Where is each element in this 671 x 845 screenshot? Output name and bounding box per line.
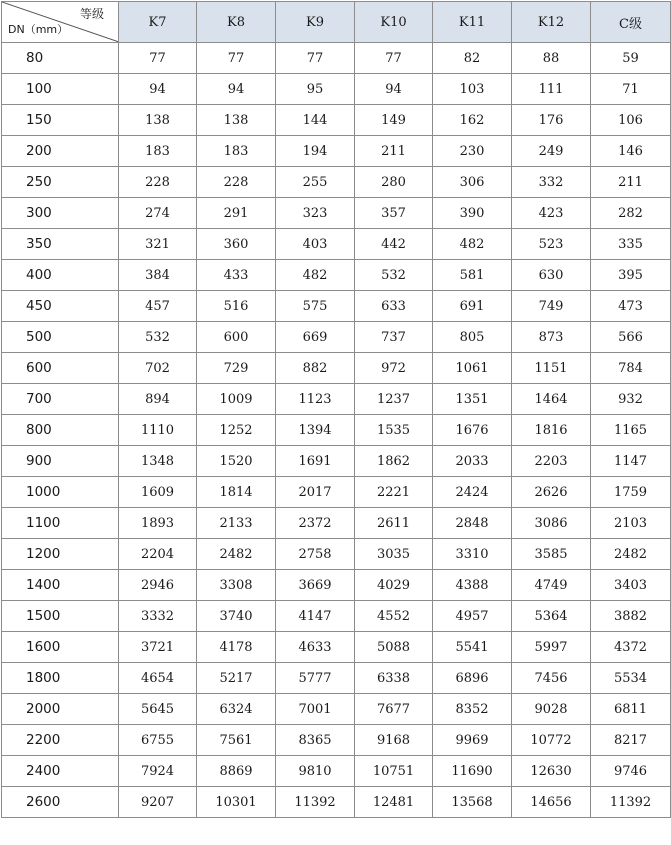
value-cell: 183 — [197, 136, 276, 167]
value-cell: 932 — [591, 384, 671, 415]
table-row — [2, 74, 671, 105]
table-row — [2, 167, 671, 198]
dn-cell: 450 — [2, 291, 119, 322]
value-cell: 321 — [119, 229, 197, 260]
value-cell: 1862 — [355, 446, 433, 477]
value-cell: 516 — [197, 291, 276, 322]
value-cell: 2758 — [276, 539, 355, 570]
value-cell: 10751 — [355, 756, 433, 787]
value-cell: 9810 — [276, 756, 355, 787]
value-cell: 9168 — [355, 725, 433, 756]
value-cell: 2848 — [433, 508, 512, 539]
value-cell: 6324 — [197, 694, 276, 725]
table-row — [2, 756, 671, 787]
value-cell: 6811 — [591, 694, 671, 725]
value-cell: 1151 — [512, 353, 591, 384]
value-cell: 737 — [355, 322, 433, 353]
table-row — [2, 477, 671, 508]
value-cell: 9028 — [512, 694, 591, 725]
header-row — [2, 2, 671, 43]
value-cell: 4147 — [276, 601, 355, 632]
value-cell: 194 — [276, 136, 355, 167]
dn-cell: 1400 — [2, 570, 119, 601]
value-cell: 7677 — [355, 694, 433, 725]
value-cell: 4388 — [433, 570, 512, 601]
value-cell: 3585 — [512, 539, 591, 570]
value-cell: 482 — [276, 260, 355, 291]
value-cell: 5541 — [433, 632, 512, 663]
corner-label-dn: DN（mm） — [8, 23, 69, 36]
table-row — [2, 415, 671, 446]
table-row — [2, 260, 671, 291]
value-cell: 882 — [276, 353, 355, 384]
dn-cell: 350 — [2, 229, 119, 260]
value-cell: 274 — [119, 198, 197, 229]
value-cell: 228 — [119, 167, 197, 198]
value-cell: 211 — [355, 136, 433, 167]
value-cell: 10772 — [512, 725, 591, 756]
value-cell: 94 — [119, 74, 197, 105]
value-cell: 2017 — [276, 477, 355, 508]
value-cell: 13568 — [433, 787, 512, 818]
value-cell: 4633 — [276, 632, 355, 663]
column-header-k10: K10 — [355, 2, 433, 43]
value-cell: 532 — [119, 322, 197, 353]
value-cell: 1165 — [591, 415, 671, 446]
value-cell: 566 — [591, 322, 671, 353]
value-cell: 146 — [591, 136, 671, 167]
value-cell: 8869 — [197, 756, 276, 787]
dn-cell: 1500 — [2, 601, 119, 632]
dn-cell: 2400 — [2, 756, 119, 787]
value-cell: 873 — [512, 322, 591, 353]
dn-cell: 2600 — [2, 787, 119, 818]
dn-cell: 300 — [2, 198, 119, 229]
dn-cell: 80 — [2, 43, 119, 74]
table-row — [2, 787, 671, 818]
dn-cell: 700 — [2, 384, 119, 415]
value-cell: 4654 — [119, 663, 197, 694]
value-cell: 384 — [119, 260, 197, 291]
value-cell: 6338 — [355, 663, 433, 694]
value-cell: 3403 — [591, 570, 671, 601]
value-cell: 5534 — [591, 663, 671, 694]
dn-cell: 1600 — [2, 632, 119, 663]
table-row — [2, 198, 671, 229]
value-cell: 228 — [197, 167, 276, 198]
value-cell: 1237 — [355, 384, 433, 415]
value-cell: 3882 — [591, 601, 671, 632]
table-row — [2, 322, 671, 353]
dn-cell: 400 — [2, 260, 119, 291]
value-cell: 729 — [197, 353, 276, 384]
value-cell: 7456 — [512, 663, 591, 694]
column-header-k9: K9 — [276, 2, 355, 43]
table-row — [2, 725, 671, 756]
value-cell: 6755 — [119, 725, 197, 756]
table-row — [2, 508, 671, 539]
value-cell: 4957 — [433, 601, 512, 632]
value-cell: 4029 — [355, 570, 433, 601]
value-cell: 103 — [433, 74, 512, 105]
dn-cell: 1200 — [2, 539, 119, 570]
corner-label-grade: 等级 — [79, 7, 104, 21]
value-cell: 442 — [355, 229, 433, 260]
value-cell: 8365 — [276, 725, 355, 756]
value-cell: 633 — [355, 291, 433, 322]
table-row — [2, 601, 671, 632]
value-cell: 7001 — [276, 694, 355, 725]
value-cell: 784 — [591, 353, 671, 384]
value-cell: 306 — [433, 167, 512, 198]
value-cell: 2372 — [276, 508, 355, 539]
value-cell: 4552 — [355, 601, 433, 632]
table-row — [2, 694, 671, 725]
value-cell: 575 — [276, 291, 355, 322]
value-cell: 12630 — [512, 756, 591, 787]
value-cell: 8217 — [591, 725, 671, 756]
value-cell: 473 — [591, 291, 671, 322]
value-cell: 8352 — [433, 694, 512, 725]
value-cell: 9969 — [433, 725, 512, 756]
value-cell: 3308 — [197, 570, 276, 601]
value-cell: 1676 — [433, 415, 512, 446]
value-cell: 1691 — [276, 446, 355, 477]
dn-cell: 900 — [2, 446, 119, 477]
value-cell: 691 — [433, 291, 512, 322]
dn-cell: 800 — [2, 415, 119, 446]
value-cell: 2103 — [591, 508, 671, 539]
value-cell: 1464 — [512, 384, 591, 415]
value-cell: 88 — [512, 43, 591, 74]
column-header-k7: K7 — [119, 2, 197, 43]
value-cell: 5777 — [276, 663, 355, 694]
value-cell: 403 — [276, 229, 355, 260]
value-cell: 82 — [433, 43, 512, 74]
value-cell: 1009 — [197, 384, 276, 415]
value-cell: 2221 — [355, 477, 433, 508]
value-cell: 11690 — [433, 756, 512, 787]
value-cell: 77 — [197, 43, 276, 74]
pipe-weight-table-wrapper — [1, 1, 670, 843]
value-cell: 357 — [355, 198, 433, 229]
dn-cell: 1000 — [2, 477, 119, 508]
value-cell: 2204 — [119, 539, 197, 570]
value-cell: 600 — [197, 322, 276, 353]
value-cell: 106 — [591, 105, 671, 136]
value-cell: 2482 — [197, 539, 276, 570]
value-cell: 176 — [512, 105, 591, 136]
value-cell: 390 — [433, 198, 512, 229]
value-cell: 14656 — [512, 787, 591, 818]
value-cell: 255 — [276, 167, 355, 198]
dn-cell: 150 — [2, 105, 119, 136]
value-cell: 3035 — [355, 539, 433, 570]
value-cell: 1535 — [355, 415, 433, 446]
value-cell: 95 — [276, 74, 355, 105]
value-cell: 144 — [276, 105, 355, 136]
value-cell: 2946 — [119, 570, 197, 601]
value-cell: 59 — [591, 43, 671, 74]
value-cell: 323 — [276, 198, 355, 229]
value-cell: 3721 — [119, 632, 197, 663]
corner-header-cell — [2, 2, 119, 43]
dn-cell: 2200 — [2, 725, 119, 756]
value-cell: 3086 — [512, 508, 591, 539]
value-cell: 94 — [197, 74, 276, 105]
value-cell: 10301 — [197, 787, 276, 818]
value-cell: 805 — [433, 322, 512, 353]
value-cell: 749 — [512, 291, 591, 322]
column-header-k11: K11 — [433, 2, 512, 43]
value-cell: 6896 — [433, 663, 512, 694]
value-cell: 1816 — [512, 415, 591, 446]
value-cell: 972 — [355, 353, 433, 384]
value-cell: 669 — [276, 322, 355, 353]
value-cell: 149 — [355, 105, 433, 136]
value-cell: 2611 — [355, 508, 433, 539]
value-cell: 9746 — [591, 756, 671, 787]
column-header-k8: K8 — [197, 2, 276, 43]
table-row — [2, 136, 671, 167]
value-cell: 3740 — [197, 601, 276, 632]
value-cell: 249 — [512, 136, 591, 167]
table-row — [2, 353, 671, 384]
column-header-c-grade: C级 — [591, 2, 671, 43]
value-cell: 423 — [512, 198, 591, 229]
value-cell: 5088 — [355, 632, 433, 663]
value-cell: 291 — [197, 198, 276, 229]
value-cell: 2482 — [591, 539, 671, 570]
dn-cell: 1100 — [2, 508, 119, 539]
value-cell: 1814 — [197, 477, 276, 508]
value-cell: 12481 — [355, 787, 433, 818]
value-cell: 183 — [119, 136, 197, 167]
value-cell: 2133 — [197, 508, 276, 539]
value-cell: 5217 — [197, 663, 276, 694]
value-cell: 457 — [119, 291, 197, 322]
value-cell: 581 — [433, 260, 512, 291]
value-cell: 162 — [433, 105, 512, 136]
value-cell: 3332 — [119, 601, 197, 632]
value-cell: 1348 — [119, 446, 197, 477]
value-cell: 1061 — [433, 353, 512, 384]
table-row — [2, 570, 671, 601]
pipe-weight-table — [1, 1, 671, 818]
dn-cell: 100 — [2, 74, 119, 105]
value-cell: 230 — [433, 136, 512, 167]
value-cell: 1394 — [276, 415, 355, 446]
value-cell: 894 — [119, 384, 197, 415]
value-cell: 1609 — [119, 477, 197, 508]
value-cell: 1147 — [591, 446, 671, 477]
value-cell: 3310 — [433, 539, 512, 570]
value-cell: 523 — [512, 229, 591, 260]
value-cell: 1252 — [197, 415, 276, 446]
dn-cell: 1800 — [2, 663, 119, 694]
value-cell: 1351 — [433, 384, 512, 415]
value-cell: 3669 — [276, 570, 355, 601]
value-cell: 395 — [591, 260, 671, 291]
value-cell: 94 — [355, 74, 433, 105]
value-cell: 1893 — [119, 508, 197, 539]
value-cell: 1759 — [591, 477, 671, 508]
dn-cell: 2000 — [2, 694, 119, 725]
value-cell: 1123 — [276, 384, 355, 415]
value-cell: 11392 — [591, 787, 671, 818]
column-header-k12: K12 — [512, 2, 591, 43]
value-cell: 5997 — [512, 632, 591, 663]
value-cell: 482 — [433, 229, 512, 260]
value-cell: 532 — [355, 260, 433, 291]
value-cell: 4749 — [512, 570, 591, 601]
value-cell: 2033 — [433, 446, 512, 477]
value-cell: 9207 — [119, 787, 197, 818]
value-cell: 1110 — [119, 415, 197, 446]
table-row — [2, 632, 671, 663]
value-cell: 2424 — [433, 477, 512, 508]
value-cell: 360 — [197, 229, 276, 260]
value-cell: 77 — [119, 43, 197, 74]
value-cell: 282 — [591, 198, 671, 229]
value-cell: 111 — [512, 74, 591, 105]
table-row — [2, 43, 671, 74]
dn-cell: 500 — [2, 322, 119, 353]
value-cell: 77 — [355, 43, 433, 74]
dn-cell: 200 — [2, 136, 119, 167]
table-row — [2, 384, 671, 415]
value-cell: 138 — [119, 105, 197, 136]
value-cell: 702 — [119, 353, 197, 384]
value-cell: 335 — [591, 229, 671, 260]
table-body — [2, 43, 671, 818]
value-cell: 280 — [355, 167, 433, 198]
value-cell: 7561 — [197, 725, 276, 756]
table-row — [2, 229, 671, 260]
table-row — [2, 446, 671, 477]
value-cell: 5645 — [119, 694, 197, 725]
value-cell: 138 — [197, 105, 276, 136]
value-cell: 77 — [276, 43, 355, 74]
value-cell: 5364 — [512, 601, 591, 632]
value-cell: 4178 — [197, 632, 276, 663]
value-cell: 2626 — [512, 477, 591, 508]
value-cell: 71 — [591, 74, 671, 105]
dn-cell: 600 — [2, 353, 119, 384]
value-cell: 433 — [197, 260, 276, 291]
value-cell: 2203 — [512, 446, 591, 477]
table-row — [2, 291, 671, 322]
value-cell: 630 — [512, 260, 591, 291]
table-row — [2, 663, 671, 694]
value-cell: 4372 — [591, 632, 671, 663]
value-cell: 332 — [512, 167, 591, 198]
dn-cell: 250 — [2, 167, 119, 198]
value-cell: 211 — [591, 167, 671, 198]
value-cell: 1520 — [197, 446, 276, 477]
table-row — [2, 105, 671, 136]
table-row — [2, 539, 671, 570]
value-cell: 11392 — [276, 787, 355, 818]
value-cell: 7924 — [119, 756, 197, 787]
